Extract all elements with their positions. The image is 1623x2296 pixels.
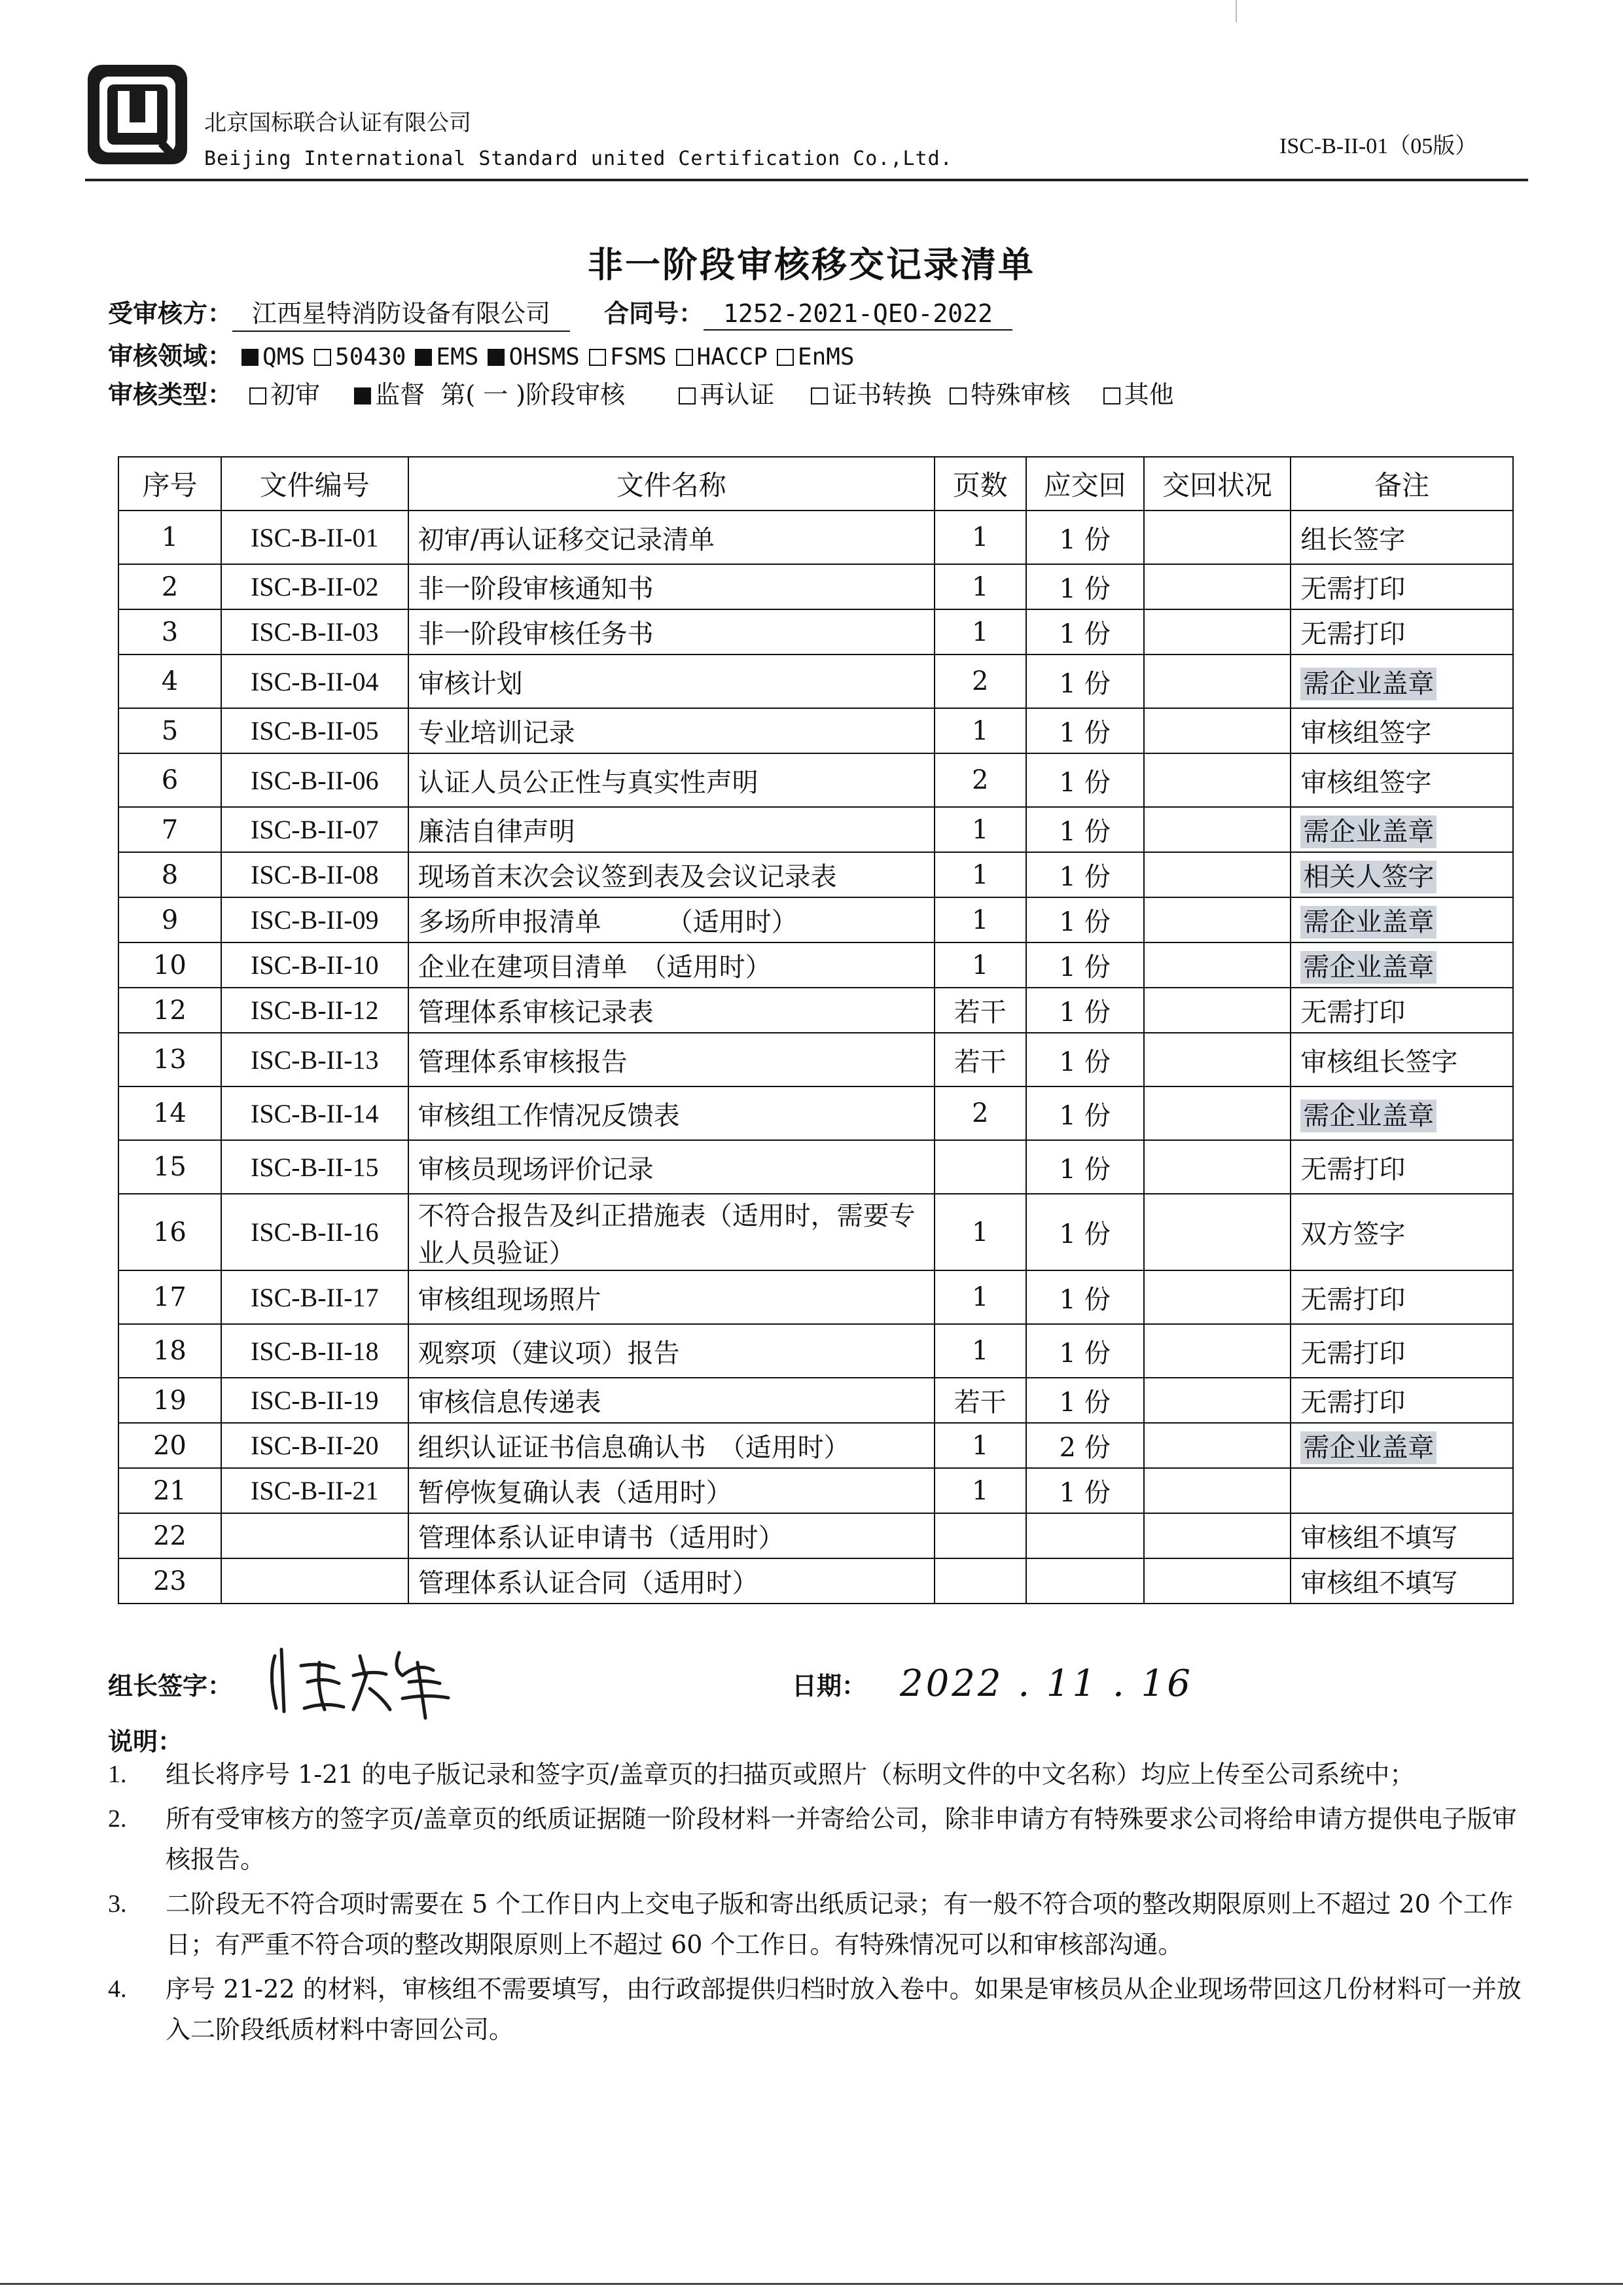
cell-pages: [935, 1140, 1026, 1194]
type-stage: 第( 一 )阶段审核: [440, 380, 626, 409]
note-text: 组长将序号 1-21 的电子版记录和签字页/盖章页的扫描页或照片（标明文件的中文名称）均应上传至公司系统中；: [166, 1760, 1415, 1789]
cell-name: 审核组工作情况反馈表: [408, 1086, 935, 1140]
cell-pages: 若干: [935, 988, 1026, 1033]
cell-copies: 2 份: [1026, 1423, 1144, 1468]
scan-edge-mark: [1236, 0, 1237, 22]
cell-pages: 1: [935, 807, 1026, 852]
header-code: 文件编号: [221, 457, 408, 511]
table-row: [118, 1513, 1513, 1558]
cell-no: 18: [118, 1324, 221, 1378]
header-status: 交回状况: [1144, 457, 1291, 511]
cell-status: [1144, 942, 1291, 988]
cell-status: [1144, 988, 1291, 1033]
cell-status: [1144, 655, 1291, 708]
table-header-row: [118, 457, 1513, 511]
cell-code: ISC-B-II-09: [221, 897, 408, 942]
cell-copies: 1 份: [1026, 988, 1144, 1033]
field-label-enms: EnMS: [797, 344, 855, 370]
cell-code: ISC-B-II-08: [221, 852, 408, 897]
cell-pages: 1: [935, 1468, 1026, 1513]
cell-status: [1144, 1558, 1291, 1604]
checkbox-recert[interactable]: [679, 387, 696, 404]
remark-highlight: 相关人签字: [1300, 861, 1436, 893]
table-row: [118, 807, 1513, 852]
note-number: 1.: [108, 1761, 127, 1788]
cell-status: [1144, 1423, 1291, 1468]
cell-copies: 1 份: [1026, 511, 1144, 564]
cell-pages: [935, 1558, 1026, 1604]
checkbox-supervision[interactable]: [354, 387, 371, 404]
table-row: [118, 1140, 1513, 1194]
cell-name: 组织认证证书信息确认书 （适用时）: [408, 1423, 935, 1468]
table-row: [118, 1194, 1513, 1270]
table-row: [118, 1324, 1513, 1378]
cell-no: 20: [118, 1423, 221, 1468]
checkbox-field-qms[interactable]: [241, 349, 259, 366]
cell-status: [1144, 1324, 1291, 1378]
cell-remark: [1291, 655, 1513, 708]
cell-code: ISC-B-II-04: [221, 655, 408, 708]
header-remark: 备注: [1291, 457, 1513, 511]
cell-code: ISC-B-II-15: [221, 1140, 408, 1194]
date-label: 日期：: [792, 1671, 867, 1700]
cell-no: 9: [118, 897, 221, 942]
cell-pages: 1: [935, 609, 1026, 655]
type-initial: 初审: [270, 380, 321, 409]
cell-pages: 若干: [935, 1033, 1026, 1086]
table-row: [118, 708, 1513, 753]
audit-fields-row: [108, 336, 855, 372]
remark-highlight: 需企业盖章: [1300, 906, 1436, 939]
cell-remark: 审核组签字: [1291, 753, 1513, 807]
cell-copies: 1 份: [1026, 1194, 1144, 1270]
audit-types-row: [108, 374, 1174, 410]
cell-name: 审核信息传递表: [408, 1378, 935, 1423]
type-supervision: 监督: [375, 380, 425, 409]
field-label-fsms: FSMS: [609, 344, 667, 370]
cell-name: 审核计划: [408, 655, 935, 708]
cell-pages: 1: [935, 1270, 1026, 1324]
contract-value: 1252-2021-QEO-2022: [704, 299, 1012, 331]
note-text: 序号 21-22 的材料，审核组不需要填写，由行政部提供归档时放入卷中。如果是审核员从企业现场带回这几份材料可一并放入二阶段纸质材料中寄回公司。: [166, 1975, 1522, 2044]
cell-pages: 若干: [935, 1378, 1026, 1423]
cell-copies: 1 份: [1026, 897, 1144, 942]
cell-no: 17: [118, 1270, 221, 1324]
cell-copies: [1026, 1558, 1144, 1604]
cell-remark: [1291, 852, 1513, 897]
table-row: [118, 1558, 1513, 1604]
handwritten-date: 2022 . 11 . 16: [900, 1662, 1193, 1705]
cell-code: ISC-B-II-12: [221, 988, 408, 1033]
table-row: [118, 1270, 1513, 1324]
cell-code: ISC-B-II-18: [221, 1324, 408, 1378]
cell-status: [1144, 753, 1291, 807]
header-divider: [85, 179, 1528, 181]
type-recert: 再认证: [700, 380, 775, 409]
cell-copies: 1 份: [1026, 1140, 1144, 1194]
cell-name: 认证人员公正性与真实性声明: [408, 753, 935, 807]
cell-code: [221, 1558, 408, 1604]
cell-name: 专业培训记录: [408, 708, 935, 753]
cell-status: [1144, 897, 1291, 942]
table-row: [118, 753, 1513, 807]
cell-name: 观察项（建议项）报告: [408, 1324, 935, 1378]
cell-pages: 1: [935, 708, 1026, 753]
table-row: [118, 942, 1513, 988]
table-row: [118, 1423, 1513, 1468]
remark-highlight: 需企业盖章: [1300, 1431, 1436, 1464]
cell-remark: [1291, 897, 1513, 942]
cell-no: 19: [118, 1378, 221, 1423]
field-label-50430: 50430: [335, 344, 406, 370]
cell-remark: [1291, 807, 1513, 852]
remark-highlight: 需企业盖章: [1300, 1100, 1436, 1132]
fields-checkbox-list: [232, 342, 855, 370]
checkbox-field-fsms[interactable]: [589, 349, 606, 366]
cell-code: ISC-B-II-16: [221, 1194, 408, 1270]
cell-status: [1144, 1378, 1291, 1423]
types-label: 审核类型：: [108, 380, 233, 409]
field-label-haccp: HACCP: [696, 344, 768, 370]
cell-no: 22: [118, 1513, 221, 1558]
cell-no: 12: [118, 988, 221, 1033]
auditee-row: [108, 293, 1012, 332]
cell-name: 暂停恢复确认表（适用时）: [408, 1468, 935, 1513]
cell-no: 23: [118, 1558, 221, 1604]
cell-status: [1144, 1194, 1291, 1270]
cell-status: [1144, 1513, 1291, 1558]
cell-status: [1144, 1270, 1291, 1324]
cell-name: 审核员现场评价记录: [408, 1140, 935, 1194]
cell-code: ISC-B-II-01: [221, 511, 408, 564]
cell-pages: 1: [935, 1324, 1026, 1378]
checkbox-field-50430[interactable]: [314, 349, 331, 366]
header-pages: 页数: [935, 457, 1026, 511]
table-row: [118, 988, 1513, 1033]
cell-copies: 1 份: [1026, 1086, 1144, 1140]
cell-pages: 1: [935, 942, 1026, 988]
remark-highlight: 需企业盖章: [1300, 816, 1436, 848]
table-row: [118, 655, 1513, 708]
cell-no: 8: [118, 852, 221, 897]
checkbox-field-ohsms[interactable]: [488, 349, 505, 366]
cell-remark: 审核组长签字: [1291, 1033, 1513, 1086]
cell-remark: 审核组不填写: [1291, 1513, 1513, 1558]
cell-remark: 双方签字: [1291, 1194, 1513, 1270]
cell-remark: 无需打印: [1291, 988, 1513, 1033]
cell-remark: 无需打印: [1291, 564, 1513, 609]
cell-status: [1144, 852, 1291, 897]
cell-status: [1144, 609, 1291, 655]
cell-name: 不符合报告及纠正措施表（适用时，需要专业人员验证）: [408, 1194, 935, 1270]
field-label-ohsms: OHSMS: [508, 344, 580, 370]
cell-status: [1144, 708, 1291, 753]
cell-pages: 1: [935, 511, 1026, 564]
cell-no: 5: [118, 708, 221, 753]
checkbox-field-enms[interactable]: [777, 349, 794, 366]
cell-status: [1144, 564, 1291, 609]
cell-remark: 组长签字: [1291, 511, 1513, 564]
scan-bottom-edge: [0, 2283, 1623, 2285]
document-code: ISC-B-II-01（05版）: [1279, 134, 1478, 158]
cell-name: 管理体系认证申请书（适用时）: [408, 1513, 935, 1558]
cell-copies: 1 份: [1026, 807, 1144, 852]
cell-code: ISC-B-II-07: [221, 807, 408, 852]
cell-name: 廉洁自律声明: [408, 807, 935, 852]
cell-code: ISC-B-II-05: [221, 708, 408, 753]
cell-copies: 1 份: [1026, 1033, 1144, 1086]
cell-remark: 无需打印: [1291, 1324, 1513, 1378]
cell-status: [1144, 1468, 1291, 1513]
cell-no: 21: [118, 1468, 221, 1513]
note-text: 所有受审核方的签字页/盖章页的纸质证据随一阶段材料一并寄给公司，除非申请方有特殊要求公司将给申请方提供电子版审核报告。: [166, 1804, 1517, 1874]
cell-pages: 2: [935, 1086, 1026, 1140]
cell-remark: 无需打印: [1291, 609, 1513, 655]
cell-remark: 审核组不填写: [1291, 1558, 1513, 1604]
note-item: [108, 1799, 1535, 1880]
cell-copies: 1 份: [1026, 609, 1144, 655]
transfer-record-table: [118, 456, 1514, 1604]
header-copies: 应交回: [1026, 457, 1144, 511]
notes-list: [108, 1754, 1535, 2054]
cell-no: 7: [118, 807, 221, 852]
cell-no: 2: [118, 564, 221, 609]
cell-remark: [1291, 1423, 1513, 1468]
handwritten-signature: [262, 1636, 478, 1721]
cell-no: 3: [118, 609, 221, 655]
cell-remark: [1291, 1468, 1513, 1513]
cell-status: [1144, 807, 1291, 852]
cell-code: ISC-B-II-13: [221, 1033, 408, 1086]
cell-copies: 1 份: [1026, 1324, 1144, 1378]
cell-status: [1144, 1033, 1291, 1086]
cell-no: 14: [118, 1086, 221, 1140]
table-row: [118, 1033, 1513, 1086]
cell-name: 管理体系审核记录表: [408, 988, 935, 1033]
header-name: 文件名称: [408, 457, 935, 511]
cell-remark: [1291, 1086, 1513, 1140]
cell-code: ISC-B-II-17: [221, 1270, 408, 1324]
cell-no: 16: [118, 1194, 221, 1270]
cell-code: ISC-B-II-02: [221, 564, 408, 609]
cell-pages: 1: [935, 852, 1026, 897]
cell-code: ISC-B-II-03: [221, 609, 408, 655]
cell-remark: 无需打印: [1291, 1140, 1513, 1194]
company-name-en: Beijing International Standard united Certification Co.,Ltd.: [204, 147, 953, 170]
table-row: [118, 609, 1513, 655]
company-name-cn: 北京国标联合认证有限公司: [204, 110, 471, 136]
cell-remark: 无需打印: [1291, 1270, 1513, 1324]
cell-code: ISC-B-II-06: [221, 753, 408, 807]
cell-no: 4: [118, 655, 221, 708]
note-number: 2.: [108, 1805, 127, 1833]
contract-label: 合同号：: [604, 298, 704, 328]
cell-name: 现场首末次会议签到表及会议记录表: [408, 852, 935, 897]
cell-copies: 1 份: [1026, 753, 1144, 807]
cell-copies: [1026, 1513, 1144, 1558]
type-other: 其他: [1124, 380, 1174, 409]
cell-name: 非一阶段审核任务书: [408, 609, 935, 655]
checkbox-field-ems[interactable]: [415, 349, 432, 366]
cell-copies: 1 份: [1026, 708, 1144, 753]
cell-pages: 1: [935, 1194, 1026, 1270]
note-number: 3.: [108, 1890, 127, 1918]
cell-name: 初审/再认证移交记录清单: [408, 511, 935, 564]
company-logo-icon: [85, 62, 190, 167]
cell-remark: 审核组签字: [1291, 708, 1513, 753]
type-special: 特殊审核: [971, 380, 1071, 409]
auditee-label: 受审核方：: [108, 298, 233, 328]
cell-copies: 1 份: [1026, 1378, 1144, 1423]
cell-status: [1144, 511, 1291, 564]
table-row: [118, 511, 1513, 564]
cell-pages: 2: [935, 753, 1026, 807]
note-number: 4.: [108, 1975, 127, 2003]
cell-name: 管理体系审核报告: [408, 1033, 935, 1086]
note-item: [108, 1969, 1535, 2050]
checkbox-transfer[interactable]: [811, 387, 828, 404]
remark-highlight: 需企业盖章: [1300, 951, 1436, 984]
table-body: [118, 511, 1513, 1604]
cell-status: [1144, 1140, 1291, 1194]
cell-name: 多场所申报清单 （适用时）: [408, 897, 935, 942]
cell-copies: 1 份: [1026, 564, 1144, 609]
field-label-qms: QMS: [262, 344, 306, 370]
cell-copies: 1 份: [1026, 1270, 1144, 1324]
cell-code: ISC-B-II-14: [221, 1086, 408, 1140]
page-title: 非一阶段审核移交记录清单: [588, 243, 1035, 285]
table-row: [118, 1378, 1513, 1423]
type-transfer: 证书转换: [832, 380, 932, 409]
cell-pages: [935, 1513, 1026, 1558]
cell-name: 管理体系认证合同（适用时）: [408, 1558, 935, 1604]
cell-copies: 1 份: [1026, 1468, 1144, 1513]
cell-code: ISC-B-II-20: [221, 1423, 408, 1468]
note-item: [108, 1754, 1535, 1795]
cell-no: 15: [118, 1140, 221, 1194]
table-row: [118, 1468, 1513, 1513]
checkbox-initial[interactable]: [249, 387, 266, 404]
table-row: [118, 1086, 1513, 1140]
notes-title: 说明：: [108, 1727, 183, 1756]
cell-no: 6: [118, 753, 221, 807]
cell-pages: 1: [935, 1423, 1026, 1468]
note-item: [108, 1884, 1535, 1965]
table-row: [118, 564, 1513, 609]
table-row: [118, 897, 1513, 942]
checkbox-special[interactable]: [950, 387, 967, 404]
field-label-ems: EMS: [436, 344, 479, 370]
remark-highlight: 需企业盖章: [1300, 668, 1436, 700]
cell-copies: 1 份: [1026, 852, 1144, 897]
cell-no: 10: [118, 942, 221, 988]
cell-pages: 2: [935, 655, 1026, 708]
header-no: 序号: [118, 457, 221, 511]
cell-pages: 1: [935, 564, 1026, 609]
cell-name: 审核组现场照片: [408, 1270, 935, 1324]
cell-name: 非一阶段审核通知书: [408, 564, 935, 609]
checkbox-other[interactable]: [1103, 387, 1120, 404]
cell-name: 企业在建项目清单 （适用时）: [408, 942, 935, 988]
cell-code: ISC-B-II-10: [221, 942, 408, 988]
cell-copies: 1 份: [1026, 655, 1144, 708]
cell-no: 13: [118, 1033, 221, 1086]
cell-pages: 1: [935, 897, 1026, 942]
leader-signature-label: 组长签字：: [108, 1671, 233, 1700]
cell-code: [221, 1513, 408, 1558]
cell-remark: 无需打印: [1291, 1378, 1513, 1423]
checkbox-field-haccp[interactable]: [676, 349, 693, 366]
cell-code: ISC-B-II-21: [221, 1468, 408, 1513]
table-row: [118, 852, 1513, 897]
fields-label: 审核领域：: [108, 341, 233, 370]
cell-code: ISC-B-II-19: [221, 1378, 408, 1423]
note-text: 二阶段无不符合项时需要在 5 个工作日内上交电子版和寄出纸质记录；有一般不符合项的整改期限原则上不超过 20 个工作日；有严重不符合项的整改期限原则上不超过 60 个工作日。有特殊情况可以和审核部沟通。: [166, 1890, 1513, 1959]
cell-copies: 1 份: [1026, 942, 1144, 988]
auditee-value: 江西星特消防设备有限公司: [232, 293, 570, 332]
cell-status: [1144, 1086, 1291, 1140]
cell-no: 1: [118, 511, 221, 564]
cell-remark: [1291, 942, 1513, 988]
